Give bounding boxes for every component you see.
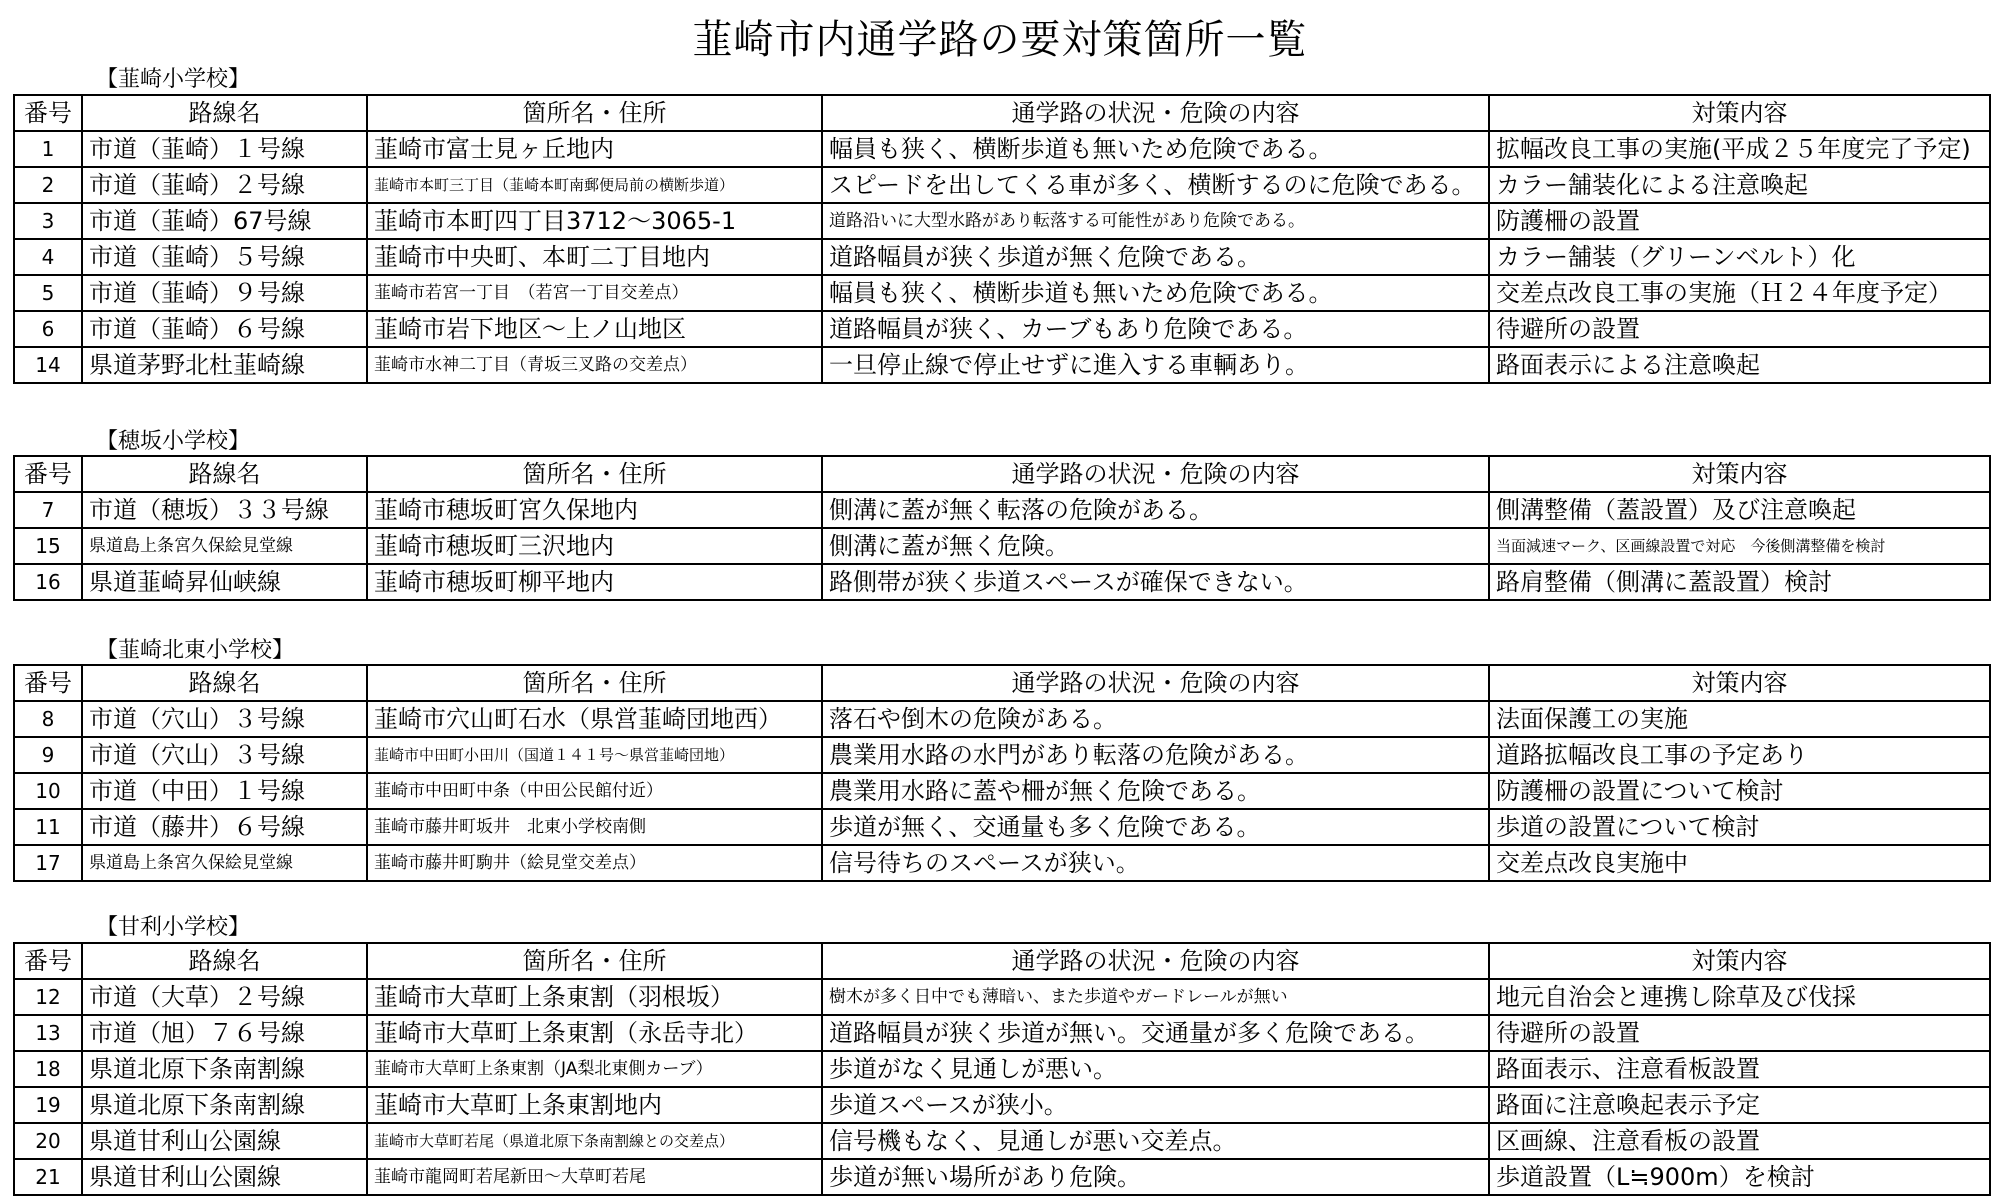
cell-status: 一旦停止線で停止せずに進入する車輌あり。: [822, 347, 1489, 383]
table-row: [14, 564, 1990, 600]
cell-no: 14: [14, 347, 82, 383]
cell-place: 韮崎市大草町上条東割地内: [367, 1087, 822, 1123]
cell-route: 県道甘利山公園線: [82, 1159, 367, 1195]
cell-place: 韮崎市中央町、本町二丁目地内: [367, 239, 822, 275]
cell-no: 8: [14, 701, 82, 737]
cell-place: 韮崎市富士見ヶ丘地内: [367, 131, 822, 167]
cell-status: 信号機もなく、見通しが悪い交差点。: [822, 1123, 1489, 1159]
cell-no: 6: [14, 311, 82, 347]
cell-status: 路側帯が狭く歩道スペースが確保できない。: [822, 564, 1489, 600]
table-row: [14, 311, 1990, 347]
header-no: 番号: [14, 456, 82, 492]
cell-place: 韮崎市本町三丁目（韮崎本町南郵便局前の横断歩道）: [367, 167, 822, 203]
cell-route: 市道（穴山）３号線: [82, 737, 367, 773]
cell-no: 9: [14, 737, 82, 773]
section-label-nirasaki: 【韮崎小学校】: [96, 67, 251, 92]
cell-place: 韮崎市藤井町坂井 北東小学校南側: [367, 809, 822, 845]
table-header-row: [14, 456, 1990, 492]
header-place: 箇所名・住所: [367, 943, 822, 979]
cell-status: 樹木が多く日中でも薄暗い、また歩道やガードレールが無い: [822, 979, 1489, 1015]
table-hosaka: [13, 455, 1991, 601]
header-measure: 対策内容: [1489, 456, 1990, 492]
cell-route: 県道島上条宮久保絵見堂線: [82, 528, 367, 564]
header-status: 通学路の状況・危険の内容: [822, 456, 1489, 492]
cell-place: 韮崎市若宮一丁目 （若宮一丁目交差点）: [367, 275, 822, 311]
cell-place: 韮崎市大草町上条東割（JA梨北東側カーブ）: [367, 1051, 822, 1087]
table-row: [14, 737, 1990, 773]
table-row: [14, 492, 1990, 528]
cell-measure: 当面減速マーク、区画線設置で対応 今後側溝整備を検討: [1489, 528, 1990, 564]
cell-no: 12: [14, 979, 82, 1015]
cell-no: 11: [14, 809, 82, 845]
cell-status: 歩道スペースが狭小。: [822, 1087, 1489, 1123]
cell-status: 歩道が無い場所があり危険。: [822, 1159, 1489, 1195]
table-row: [14, 1159, 1990, 1195]
cell-route: 県道甘利山公園線: [82, 1123, 367, 1159]
cell-route: 市道（韮崎）６号線: [82, 311, 367, 347]
table-row: [14, 167, 1990, 203]
table-row: [14, 275, 1990, 311]
cell-place: 韮崎市大草町上条東割（羽根坂）: [367, 979, 822, 1015]
cell-place: 韮崎市本町四丁目3712～3065-1: [367, 203, 822, 239]
cell-no: 17: [14, 845, 82, 881]
table-row: [14, 347, 1990, 383]
cell-no: 5: [14, 275, 82, 311]
cell-measure: カラー舗装化による注意喚起: [1489, 167, 1990, 203]
cell-status: 道路沿いに大型水路があり転落する可能性があり危険である。: [822, 203, 1489, 239]
cell-measure: 路面表示、注意看板設置: [1489, 1051, 1990, 1087]
header-status: 通学路の状況・危険の内容: [822, 665, 1489, 701]
cell-place: 韮崎市大草町若尾（県道北原下条南割線との交差点）: [367, 1123, 822, 1159]
header-no: 番号: [14, 943, 82, 979]
header-status: 通学路の状況・危険の内容: [822, 95, 1489, 131]
cell-route: 市道（韮崎）５号線: [82, 239, 367, 275]
cell-measure: 防護柵の設置について検討: [1489, 773, 1990, 809]
cell-measure: 路面表示による注意喚起: [1489, 347, 1990, 383]
cell-no: 21: [14, 1159, 82, 1195]
cell-measure: 区画線、注意看板の設置: [1489, 1123, 1990, 1159]
cell-measure: 交差点改良実施中: [1489, 845, 1990, 881]
cell-no: 2: [14, 167, 82, 203]
cell-route: 市道（旭）７６号線: [82, 1015, 367, 1051]
cell-measure: 防護柵の設置: [1489, 203, 1990, 239]
cell-measure: 交差点改良工事の実施（Ｈ２４年度予定）: [1489, 275, 1990, 311]
cell-measure: 待避所の設置: [1489, 1015, 1990, 1051]
cell-status: 道路幅員が狭く歩道が無い。交通量が多く危険である。: [822, 1015, 1489, 1051]
cell-no: 19: [14, 1087, 82, 1123]
cell-route: 県道茅野北杜韮崎線: [82, 347, 367, 383]
table-header-row: [14, 95, 1990, 131]
cell-place: 韮崎市穂坂町三沢地内: [367, 528, 822, 564]
cell-route: 市道（韮崎）１号線: [82, 131, 367, 167]
cell-no: 13: [14, 1015, 82, 1051]
table-nirasaki: [13, 94, 1991, 384]
section-label-amari: 【甘利小学校】: [96, 915, 251, 940]
cell-measure: 路肩整備（側溝に蓋設置）検討: [1489, 564, 1990, 600]
cell-status: スピードを出してくる車が多く、横断するのに危険である。: [822, 167, 1489, 203]
cell-place: 韮崎市穂坂町柳平地内: [367, 564, 822, 600]
section-label-hosaka: 【穂坂小学校】: [96, 429, 251, 454]
cell-place: 韮崎市中田町小田川（国道１４１号～県営韮崎団地）: [367, 737, 822, 773]
table-row: [14, 203, 1990, 239]
table-row: [14, 1015, 1990, 1051]
header-no: 番号: [14, 665, 82, 701]
cell-route: 市道（韮崎）67号線: [82, 203, 367, 239]
cell-measure: 側溝整備（蓋設置）及び注意喚起: [1489, 492, 1990, 528]
cell-route: 市道（韮崎）９号線: [82, 275, 367, 311]
table-header-row: [14, 665, 1990, 701]
header-route: 路線名: [82, 665, 367, 701]
header-status: 通学路の状況・危険の内容: [822, 943, 1489, 979]
table-row: [14, 528, 1990, 564]
cell-no: 7: [14, 492, 82, 528]
cell-status: 幅員も狭く、横断歩道も無いため危険である。: [822, 131, 1489, 167]
cell-status: 道路幅員が狭く、カーブもあり危険である。: [822, 311, 1489, 347]
table-row: [14, 701, 1990, 737]
cell-route: 県道北原下条南割線: [82, 1051, 367, 1087]
cell-no: 15: [14, 528, 82, 564]
cell-measure: 路面に注意喚起表示予定: [1489, 1087, 1990, 1123]
cell-status: 幅員も狭く、横断歩道も無いため危険である。: [822, 275, 1489, 311]
section-label-hokuto: 【韮崎北東小学校】: [96, 638, 295, 663]
cell-no: 20: [14, 1123, 82, 1159]
cell-no: 18: [14, 1051, 82, 1087]
cell-no: 16: [14, 564, 82, 600]
header-place: 箇所名・住所: [367, 665, 822, 701]
cell-status: 農業用水路に蓋や柵が無く危険である。: [822, 773, 1489, 809]
table-row: [14, 845, 1990, 881]
cell-measure: 法面保護工の実施: [1489, 701, 1990, 737]
table-row: [14, 979, 1990, 1015]
cell-status: 落石や倒木の危険がある。: [822, 701, 1489, 737]
header-route: 路線名: [82, 943, 367, 979]
cell-measure: 歩道の設置について検討: [1489, 809, 1990, 845]
cell-measure: カラー舗装（グリーンベルト）化: [1489, 239, 1990, 275]
header-place: 箇所名・住所: [367, 456, 822, 492]
cell-route: 県道北原下条南割線: [82, 1087, 367, 1123]
cell-route: 県道韮崎昇仙峡線: [82, 564, 367, 600]
cell-measure: 歩道設置（L≒900m）を検討: [1489, 1159, 1990, 1195]
cell-route: 市道（韮崎）２号線: [82, 167, 367, 203]
cell-status: 信号待ちのスペースが狭い。: [822, 845, 1489, 881]
table-hokuto: [13, 664, 1991, 882]
cell-place: 韮崎市中田町中条（中田公民館付近）: [367, 773, 822, 809]
cell-place: 韮崎市岩下地区～上ノ山地区: [367, 311, 822, 347]
table-header-row: [14, 943, 1990, 979]
table-row: [14, 239, 1990, 275]
cell-place: 韮崎市龍岡町若尾新田～大草町若尾: [367, 1159, 822, 1195]
table-row: [14, 809, 1990, 845]
header-place: 箇所名・住所: [367, 95, 822, 131]
cell-no: 10: [14, 773, 82, 809]
header-measure: 対策内容: [1489, 95, 1990, 131]
cell-no: 4: [14, 239, 82, 275]
cell-place: 韮崎市藤井町駒井（絵見堂交差点）: [367, 845, 822, 881]
page-title: 韮崎市内通学路の要対策箇所一覧: [692, 17, 1308, 63]
cell-place: 韮崎市穂坂町宮久保地内: [367, 492, 822, 528]
cell-place: 韮崎市大草町上条東割（永岳寺北）: [367, 1015, 822, 1051]
header-measure: 対策内容: [1489, 665, 1990, 701]
cell-status: 歩道が無く、交通量も多く危険である。: [822, 809, 1489, 845]
cell-measure: 待避所の設置: [1489, 311, 1990, 347]
table-amari: [13, 942, 1991, 1196]
cell-route: 市道（大草）２号線: [82, 979, 367, 1015]
header-route: 路線名: [82, 95, 367, 131]
header-measure: 対策内容: [1489, 943, 1990, 979]
table-row: [14, 1087, 1990, 1123]
cell-route: 市道（穂坂）３３号線: [82, 492, 367, 528]
cell-route: 市道（藤井）６号線: [82, 809, 367, 845]
cell-status: 側溝に蓋が無く危険。: [822, 528, 1489, 564]
table-row: [14, 131, 1990, 167]
cell-measure: 地元自治会と連携し除草及び伐採: [1489, 979, 1990, 1015]
cell-measure: 道路拡幅改良工事の予定あり: [1489, 737, 1990, 773]
cell-place: 韮崎市水神二丁目（青坂三叉路の交差点）: [367, 347, 822, 383]
cell-route: 市道（中田）１号線: [82, 773, 367, 809]
cell-no: 1: [14, 131, 82, 167]
cell-route: 県道島上条宮久保絵見堂線: [82, 845, 367, 881]
cell-status: 歩道がなく見通しが悪い。: [822, 1051, 1489, 1087]
header-no: 番号: [14, 95, 82, 131]
table-row: [14, 773, 1990, 809]
cell-measure: 拡幅改良工事の実施(平成２５年度完了予定): [1489, 131, 1990, 167]
table-row: [14, 1051, 1990, 1087]
table-row: [14, 1123, 1990, 1159]
cell-no: 3: [14, 203, 82, 239]
cell-status: 道路幅員が狭く歩道が無く危険である。: [822, 239, 1489, 275]
cell-route: 市道（穴山）３号線: [82, 701, 367, 737]
cell-status: 側溝に蓋が無く転落の危険がある。: [822, 492, 1489, 528]
cell-place: 韮崎市穴山町石水（県営韮崎団地西）: [367, 701, 822, 737]
cell-status: 農業用水路の水門があり転落の危険がある。: [822, 737, 1489, 773]
header-route: 路線名: [82, 456, 367, 492]
